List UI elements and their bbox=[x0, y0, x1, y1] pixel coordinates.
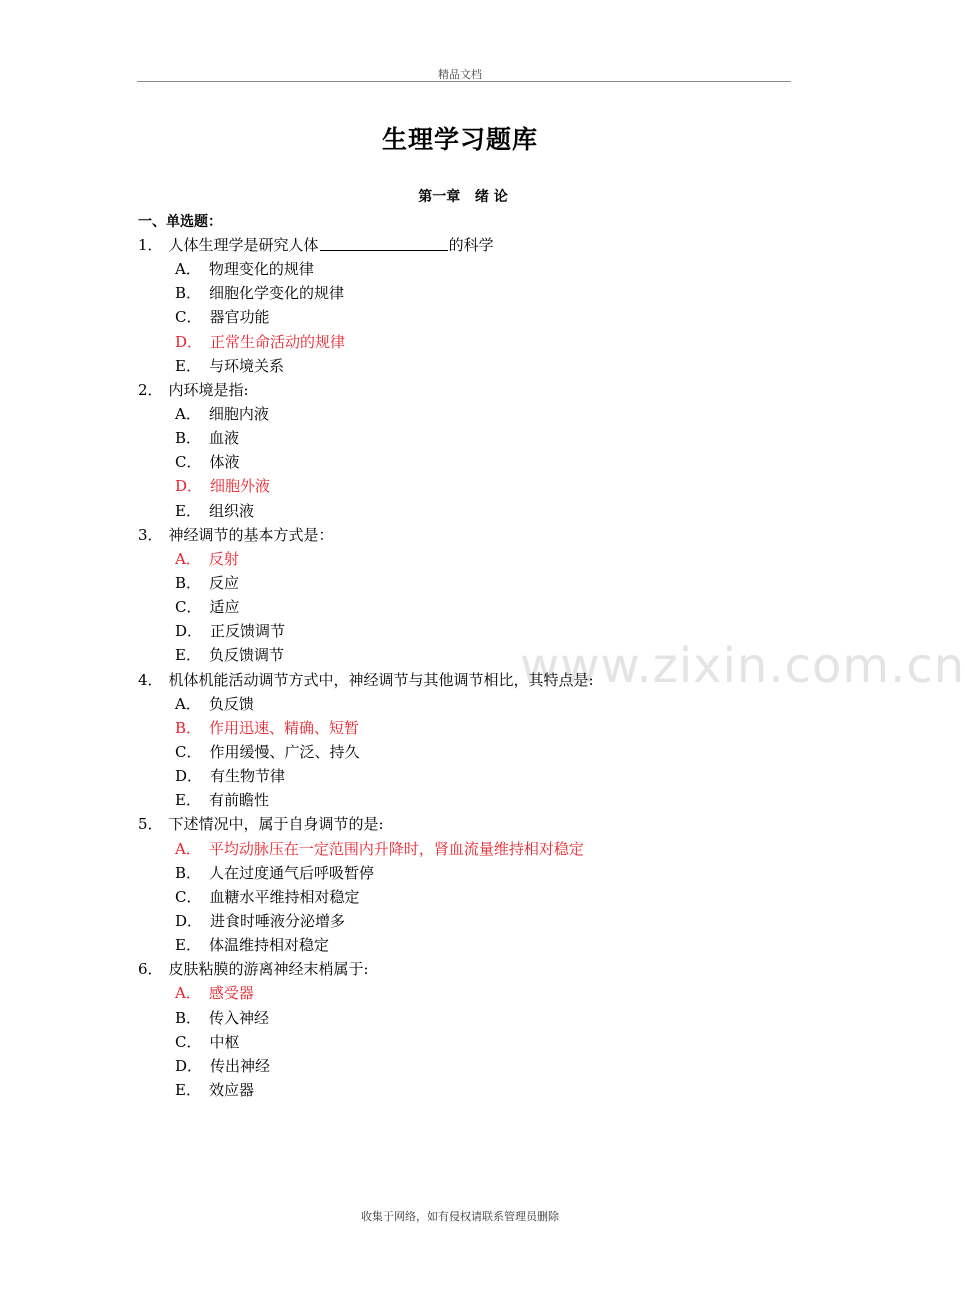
option-letter: D． bbox=[175, 477, 203, 496]
question-number: 1． bbox=[138, 236, 163, 254]
option-letter: B． bbox=[175, 573, 202, 592]
option-text: 进食时唾液分泌增多 bbox=[210, 911, 346, 930]
option bbox=[138, 643, 778, 667]
option-letter: C． bbox=[175, 1032, 202, 1051]
option-letter: A． bbox=[175, 260, 201, 279]
option-letter: E． bbox=[175, 1080, 201, 1099]
option-letter: B． bbox=[175, 1008, 202, 1027]
option-text: 作用迅速、精确、短暂 bbox=[209, 718, 360, 737]
option bbox=[138, 692, 778, 716]
option bbox=[138, 281, 778, 305]
question-3 bbox=[138, 523, 778, 547]
option-text: 组织液 bbox=[208, 501, 254, 520]
option-text: 器官功能 bbox=[209, 308, 270, 327]
page-footer: 收集于网络，如有侵权请联系管理员删除 bbox=[361, 1210, 559, 1223]
option bbox=[138, 571, 778, 595]
option-letter: E． bbox=[175, 791, 201, 810]
option-text: 细胞内液 bbox=[208, 404, 269, 423]
option-letter: A． bbox=[175, 549, 201, 568]
option-letter: A． bbox=[175, 694, 201, 713]
option-letter: B． bbox=[175, 718, 202, 737]
option-letter: B． bbox=[175, 863, 202, 882]
question-text: 神经调节的基本方式是： bbox=[168, 525, 334, 544]
question-1 bbox=[138, 233, 778, 257]
option bbox=[138, 257, 778, 281]
question-4 bbox=[138, 668, 778, 692]
option-text: 传入神经 bbox=[209, 1008, 270, 1027]
correct-option bbox=[138, 330, 778, 354]
option-letter: C． bbox=[175, 453, 202, 472]
option-letter: E． bbox=[175, 646, 201, 665]
option-letter: D． bbox=[175, 1056, 203, 1075]
option-letter: E． bbox=[175, 936, 201, 955]
option bbox=[138, 499, 778, 523]
option-text: 平均动脉压在一定范围内升降时，肾血流量维持相对稳定 bbox=[208, 839, 584, 858]
option bbox=[138, 933, 778, 957]
option-letter: C． bbox=[175, 742, 202, 761]
option-text: 效应器 bbox=[208, 1080, 254, 1099]
page-header: 精品文档 bbox=[438, 68, 482, 81]
question-text: 人体生理学是研究人体 bbox=[168, 236, 319, 254]
option-letter: B． bbox=[175, 429, 202, 448]
option-text: 适应 bbox=[209, 598, 240, 617]
option-text: 人在过度通气后呼吸暂停 bbox=[209, 863, 375, 882]
option-text: 反应 bbox=[209, 573, 240, 592]
correct-option bbox=[138, 837, 778, 861]
option bbox=[138, 788, 778, 812]
option-letter: C． bbox=[175, 308, 202, 327]
option bbox=[138, 426, 778, 450]
option-letter: C． bbox=[175, 887, 202, 906]
option-text: 与环境关系 bbox=[208, 356, 284, 375]
section-heading: 一、单选题： bbox=[138, 214, 222, 230]
option bbox=[138, 595, 778, 619]
option bbox=[138, 619, 778, 643]
question-text: 的科学 bbox=[448, 236, 494, 254]
option-text: 正反馈调节 bbox=[210, 622, 286, 641]
option bbox=[138, 740, 778, 764]
document-title: 生理学习题库 bbox=[381, 125, 538, 154]
correct-option bbox=[138, 474, 778, 498]
option-text: 感受器 bbox=[208, 984, 254, 1003]
option bbox=[138, 861, 778, 885]
option-letter: E． bbox=[175, 501, 201, 520]
question-number: 5． bbox=[138, 815, 163, 834]
option-text: 有生物节律 bbox=[210, 767, 286, 786]
option-text: 作用缓慢、广泛、持久 bbox=[209, 742, 360, 761]
option-letter: D． bbox=[175, 767, 203, 786]
header-divider bbox=[137, 81, 791, 82]
watermark: www.zixin.com.cn bbox=[520, 638, 965, 694]
question-6 bbox=[138, 957, 778, 981]
option-text: 正常生命活动的规律 bbox=[210, 332, 346, 351]
option-text: 物理变化的规律 bbox=[208, 260, 314, 279]
option-text: 负反馈调节 bbox=[208, 646, 284, 665]
option-text: 细胞化学变化的规律 bbox=[209, 284, 345, 303]
question-text: 皮肤粘膜的游离神经末梢属于: bbox=[168, 960, 369, 979]
option bbox=[138, 1078, 778, 1102]
option-text: 体液 bbox=[209, 453, 240, 472]
option bbox=[138, 450, 778, 474]
option bbox=[138, 402, 778, 426]
question-text: 机体机能活动调节方式中，神经调节与其他调节相比，其特点是: bbox=[168, 670, 594, 689]
option-letter: A． bbox=[175, 984, 201, 1003]
question-text: 内环境是指: bbox=[168, 380, 249, 399]
option bbox=[138, 305, 778, 329]
option-letter: A． bbox=[175, 839, 201, 858]
answer-blank bbox=[320, 235, 448, 251]
chapter-heading: 第一章 绪 论 bbox=[418, 189, 508, 205]
option-letter: C． bbox=[175, 598, 202, 617]
option-text: 血糖水平维持相对稳定 bbox=[209, 887, 360, 906]
correct-option bbox=[138, 981, 778, 1005]
option-letter: B． bbox=[175, 284, 202, 303]
correct-option bbox=[138, 547, 778, 571]
option-text: 有前瞻性 bbox=[208, 791, 269, 810]
option-letter: A． bbox=[175, 404, 201, 423]
option-letter: D． bbox=[175, 911, 203, 930]
option-letter: E． bbox=[175, 356, 201, 375]
question-number: 6． bbox=[138, 960, 163, 979]
option bbox=[138, 1030, 778, 1054]
option bbox=[138, 764, 778, 788]
option-text: 体温维持相对稳定 bbox=[208, 936, 329, 955]
correct-option bbox=[138, 716, 778, 740]
option-text: 传出神经 bbox=[210, 1056, 271, 1075]
option bbox=[138, 1006, 778, 1030]
question-number: 4． bbox=[138, 670, 163, 689]
option-letter: D． bbox=[175, 622, 203, 641]
option-text: 中枢 bbox=[209, 1032, 240, 1051]
question-number: 3． bbox=[138, 525, 163, 544]
option bbox=[138, 909, 778, 933]
option-letter: D． bbox=[175, 332, 203, 351]
question-list bbox=[138, 233, 778, 1102]
question-text: 下述情况中，属于自身调节的是: bbox=[168, 815, 384, 834]
option bbox=[138, 354, 778, 378]
option bbox=[138, 1054, 778, 1078]
option bbox=[138, 885, 778, 909]
question-5 bbox=[138, 812, 778, 836]
option-text: 血液 bbox=[209, 429, 240, 448]
option-text: 负反馈 bbox=[208, 694, 254, 713]
question-number: 2． bbox=[138, 380, 163, 399]
option-text: 细胞外液 bbox=[210, 477, 271, 496]
option-text: 反射 bbox=[208, 549, 239, 568]
question-2 bbox=[138, 378, 778, 402]
